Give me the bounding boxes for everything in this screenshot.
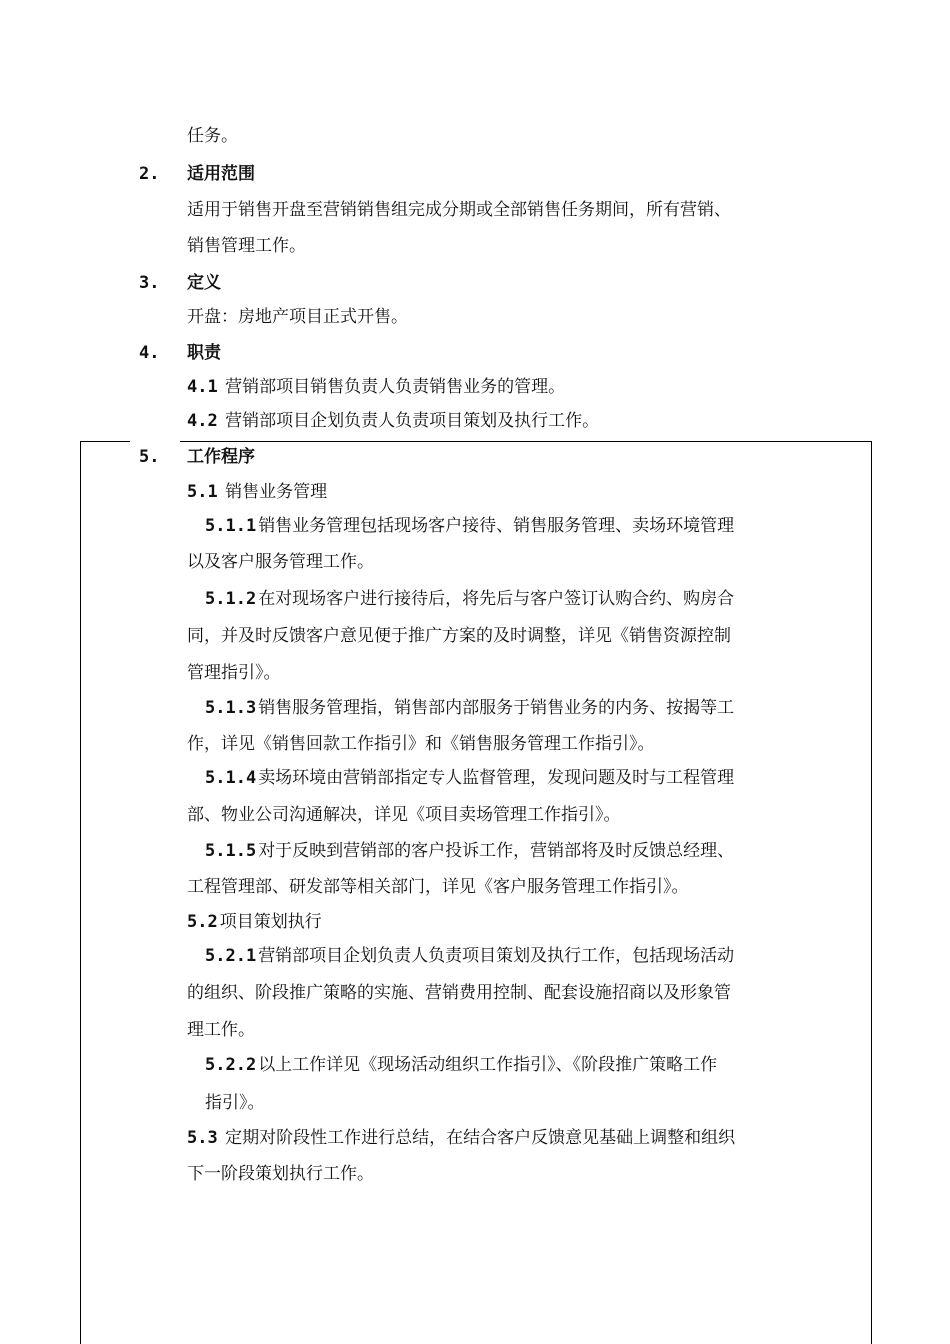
section-2-paragraph-line: 销售管理工作。 (187, 236, 306, 256)
item-5-1-3-number: 5.1.3 (205, 698, 257, 718)
item-5-2-2-text: 以上工作详见《现场活动组织工作指引》、《阶段推广策略工作 (258, 1055, 718, 1075)
section-5-number: 5. (139, 447, 160, 467)
border-top-right (820, 441, 872, 442)
item-5-2-1-text: 营销部项目企划负责人负责项目策划及执行工作，包括现场活动 (258, 946, 735, 966)
item-5-1-3-line: 作，详见《销售回款工作指引》和《销售服务管理工作指引》。 (187, 734, 655, 754)
subsection-5-3-number: 5.3 (187, 1128, 218, 1148)
item-4-1-number: 4.1 (187, 377, 218, 397)
subsection-5-3-line (187, 1127, 735, 1149)
border-left (80, 441, 81, 1344)
item-5-2-1-line (205, 945, 734, 967)
section-3-title: 定义 (187, 273, 221, 293)
subsection-5-3-text: 定期对阶段性工作进行总结，在结合客户反馈意见基础上调整和组织 (225, 1128, 736, 1148)
item-5-1-5-line: 工程管理部、研发部等相关部门，详见《客户服务管理工作指引》。 (187, 877, 689, 897)
subsection-5-2-heading (187, 911, 322, 933)
item-5-1-5-number: 5.1.5 (205, 841, 257, 861)
item-5-2-1-number: 5.2.1 (205, 946, 257, 966)
item-5-1-4-line: 部、物业公司沟通解决，详见《项目卖场管理工作指引》。 (187, 805, 621, 825)
section-3-number: 3. (139, 273, 160, 293)
subsection-5-2-number: 5.2 (187, 912, 218, 932)
item-5-1-2-line: 同，并及时反馈客户意见便于推广方案的及时调整，详见《销售资源控制 (187, 626, 731, 646)
item-5-2-2-line: 指引》。 (205, 1093, 265, 1113)
section-3-paragraph-line: 开盘：房地产项目正式开售。 (187, 307, 408, 327)
border-top-middle (180, 441, 820, 442)
subsection-5-1-number: 5.1 (187, 482, 218, 502)
item-5-1-1-number: 5.1.1 (205, 516, 257, 536)
section-2-paragraph-line: 适用于销售开盘至营销销售组完成分期或全部销售任务期间，所有营销、 (187, 200, 731, 220)
item-4-2-text: 营销部项目企划负责人负责项目策划及执行工作。 (225, 411, 600, 431)
item-5-1-4-line (205, 767, 734, 789)
item-5-2-1-line: 的组织、阶段推广策略的实施、营销费用控制、配套设施招商以及形象管 (187, 983, 731, 1003)
item-4-1 (187, 376, 565, 398)
item-5-2-2-number: 5.2.2 (205, 1055, 257, 1075)
section-5-title: 工作程序 (187, 447, 255, 467)
item-5-1-3-text: 销售服务管理指，销售部内部服务于销售业务的内务、按揭等工 (258, 698, 735, 718)
item-5-1-2-line: 管理指引》。 (187, 663, 281, 683)
item-5-1-4-text: 卖场环境由营销部指定专人监督管理，发现问题及时与工程管理 (258, 768, 735, 788)
section-4-title: 职责 (187, 343, 221, 363)
border-right (871, 441, 872, 1344)
item-5-1-2-text: 在对现场客户进行接待后，将先后与客户签订认购合约、购房合 (258, 589, 735, 609)
item-5-1-4-number: 5.1.4 (205, 768, 257, 788)
item-5-1-1-text: 销售业务管理包括现场客户接待、销售服务管理、卖场环境管理 (258, 516, 735, 536)
item-5-1-5-line (205, 840, 734, 862)
subsection-5-1-heading (187, 481, 327, 503)
item-5-1-2-number: 5.1.2 (205, 589, 257, 609)
subsection-5-2-title: 项目策划执行 (219, 912, 322, 932)
item-5-1-1-line: 以及客户服务管理工作。 (187, 552, 374, 572)
item-5-1-5-text: 对于反映到营销部的客户投诉工作，营销部将及时反馈总经理、 (258, 841, 735, 861)
section-2-number: 2. (139, 164, 160, 184)
continued-text: 任务。 (187, 126, 238, 146)
item-5-1-3-line (205, 697, 734, 719)
border-top-left (80, 441, 130, 442)
subsection-5-3-line: 下一阶段策划执行工作。 (187, 1164, 374, 1184)
item-5-1-2-line (205, 588, 734, 610)
section-4-number: 4. (139, 343, 160, 363)
item-5-2-1-line: 理工作。 (187, 1020, 255, 1040)
subsection-5-1-title: 销售业务管理 (225, 482, 328, 502)
item-4-2-number: 4.2 (187, 411, 218, 431)
item-5-1-1-line (205, 515, 734, 537)
section-2-title: 适用范围 (187, 164, 255, 184)
item-4-1-text: 营销部项目销售负责人负责销售业务的管理。 (225, 377, 566, 397)
item-5-2-2-line (205, 1054, 717, 1076)
item-4-2 (187, 410, 599, 432)
